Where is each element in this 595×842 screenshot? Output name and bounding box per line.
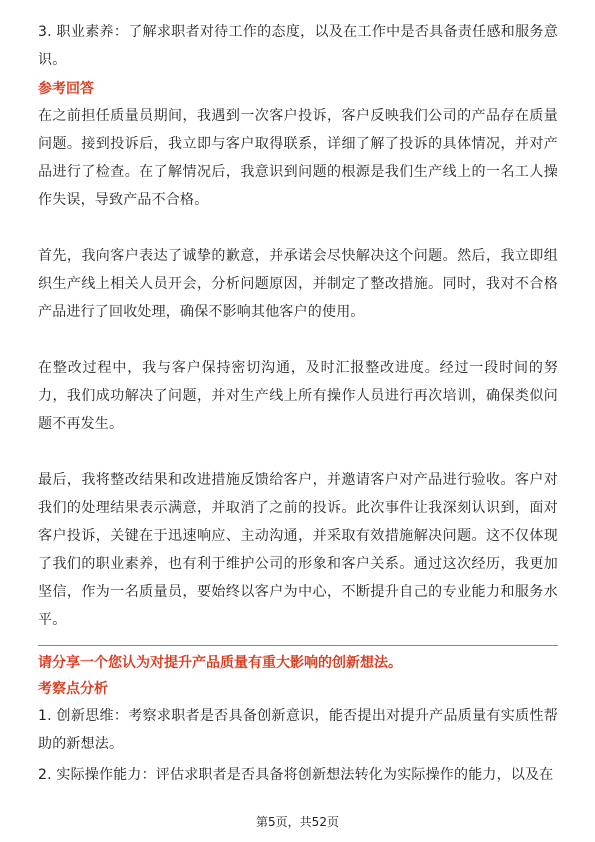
- answer-paragraph: 在整改过程中，我与客户保持密切沟通，及时汇报整改进度。经过一段时间的努力，我们成功解决了问题，并对生产线上所有操作人员进行再次培训，确保类似问题不再发生。: [38, 360, 558, 432]
- page-number: 第5页，共52页: [256, 815, 339, 829]
- analysis-item: 2. 实际操作能力：评估求职者是否具备将创新想法转化为实际操作的能力，以及在: [38, 767, 554, 783]
- answer-paragraph: 最后，我将整改结果和改进措施反馈给客户，并邀请客户对产品进行验收。客户对我们的处理结果表示满意，并取消了之前的投诉。此次事件让我深刻认识到，面对客户投诉，关键在于迅速响应、主动沟通，并采取有效措施解决问题。这不仅体现了我们的职业素养，也有利于维护公司的形象和客户关系。通过这次经历，我更加坚信，作为一名质量员，要始终以客户为中心，不断提升自己的专业能力和服务水平。: [38, 472, 558, 628]
- interview-question: 请分享一个您认为对提升产品质量有重大影响的创新想法。: [38, 655, 402, 671]
- answer-paragraph: 在之前担任质量员期间，我遇到一次客户投诉，客户反映我们公司的产品存在质量问题。接到投诉后，我立即与客户取得联系，详细了解了投诉的具体情况，并对产品进行了检查。在了解情况后，我意识到问题的根源是我们生产线上的一名工人操作失误，导致产品不合格。: [38, 108, 558, 208]
- paragraph-spacer: [38, 214, 558, 242]
- evaluation-item-professionalism: 3. 职业素养：了解求职者对待工作的态度，以及在工作中是否具备责任感和服务意识。: [38, 24, 558, 68]
- reference-answer-heading: 参考回答: [38, 81, 94, 97]
- answer-paragraph: 首先，我向客户表达了诚挚的歉意，并承诺会尽快解决这个问题。然后，我立即组织生产线上相关人员开会，分析问题原因，并制定了整改措施。同时，我对不合格产品进行了回收处理，确保不影响其他客户的使用。: [38, 248, 558, 320]
- section-divider: [38, 645, 558, 646]
- paragraph-spacer: [38, 326, 558, 354]
- analysis-item: 1. 创新思维：考察求职者是否具备创新意识，能否提出对提升产品质量有实质性帮助的新想法。: [38, 708, 558, 752]
- page-content: [38, 18, 558, 789]
- paragraph-spacer: [38, 438, 558, 466]
- analysis-heading: 考察点分析: [38, 681, 108, 697]
